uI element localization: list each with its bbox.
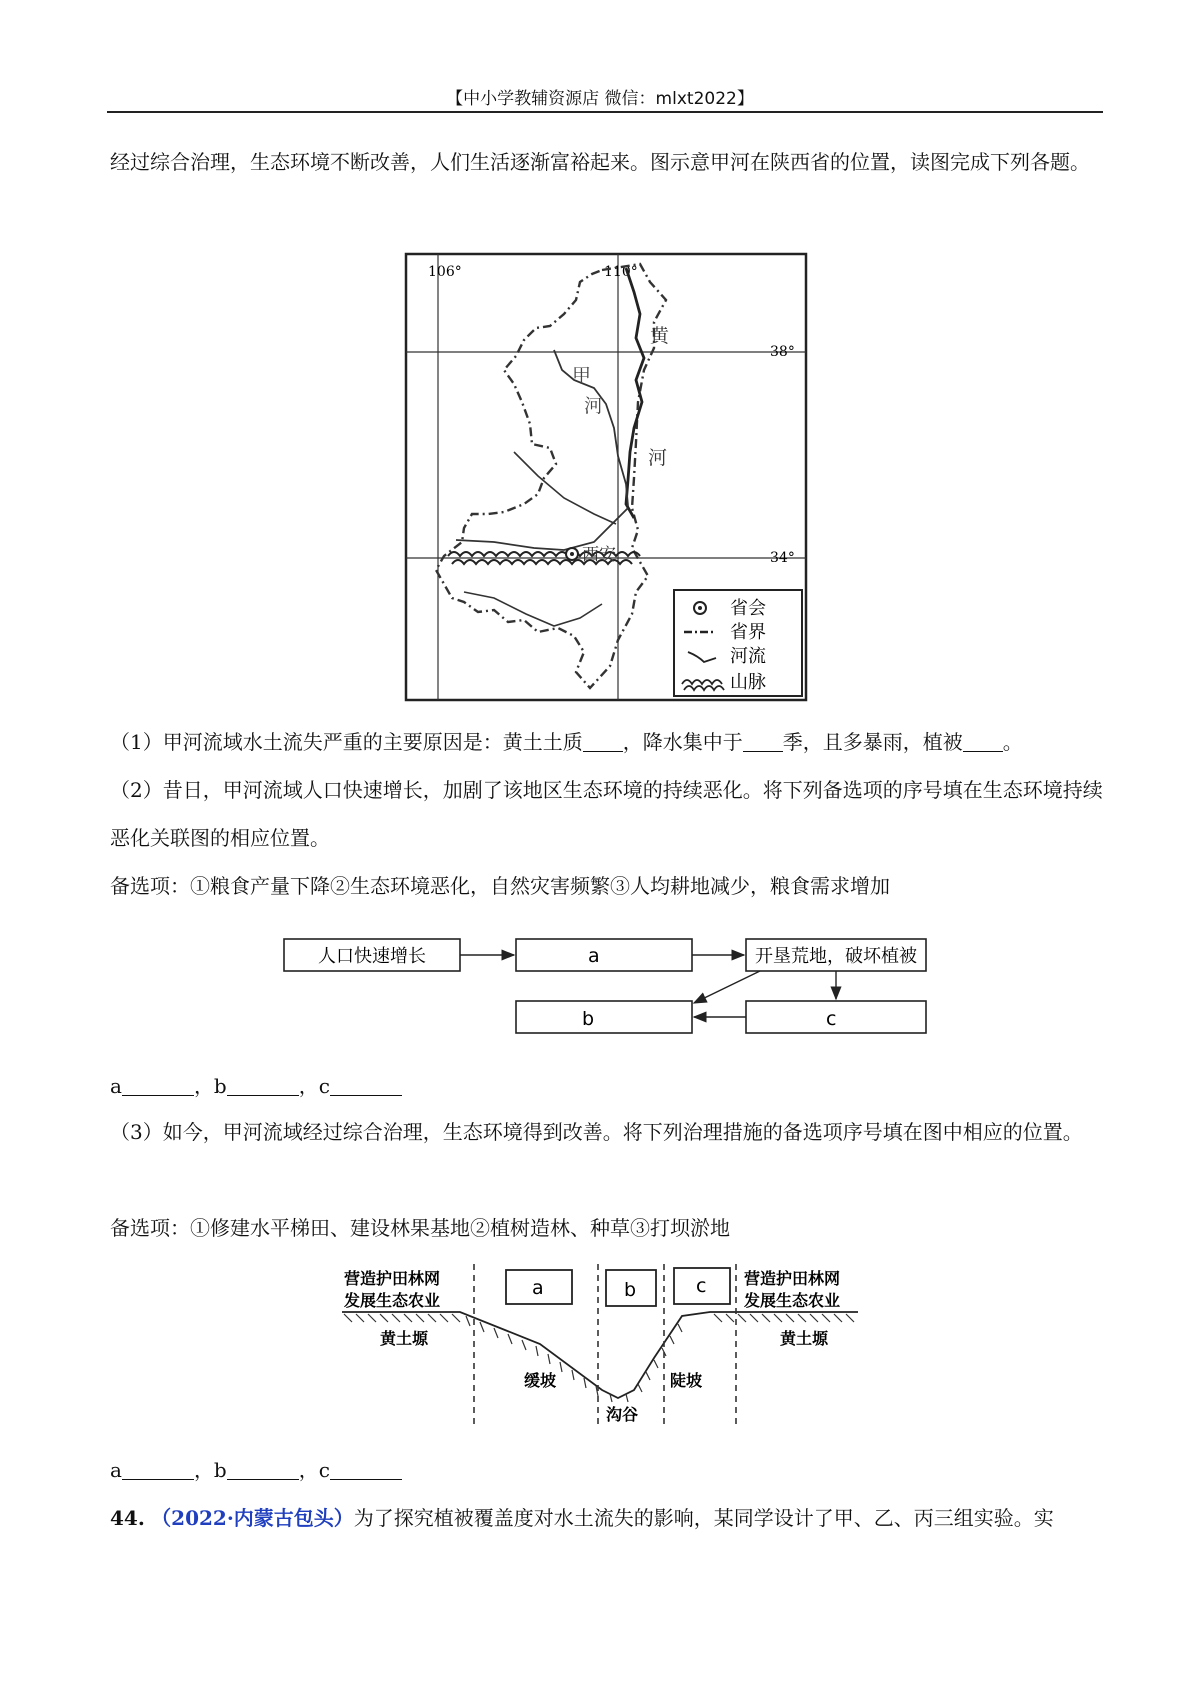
lat-label-38: 38° bbox=[770, 344, 795, 360]
left-measure-line2: 发展生态农业 bbox=[344, 1291, 441, 1310]
yellow-river-label-1: 黄 bbox=[650, 325, 670, 347]
city-label-xian: 西安 bbox=[582, 545, 616, 565]
lon-label-106: 106° bbox=[428, 264, 462, 280]
terrain-profile bbox=[342, 1312, 858, 1398]
jia-river-label-2: 河 bbox=[584, 395, 604, 417]
answer3-blank-a[interactable] bbox=[122, 1459, 194, 1480]
question-2: （2）昔日，甲河流域人口快速增长，加剧了该地区生态环境的持续恶化。将下列备选项的序号填在生态环境持续恶化关联图的相应位置。 bbox=[110, 778, 1103, 850]
answer-blank-a[interactable] bbox=[122, 1075, 194, 1096]
answer-blank-c[interactable] bbox=[330, 1075, 402, 1096]
question-3-answer-line: a ，b ，c bbox=[110, 1446, 1106, 1494]
degradation-flow-diagram bbox=[280, 935, 940, 1045]
question-3: （3）如今，甲河流域经过综合治理，生态环境得到改善。将下列治理措施的备选项序号填在图中相应的位置。 bbox=[110, 1120, 1083, 1144]
lon-label-110: 110° bbox=[604, 264, 638, 280]
intro-paragraph: 经过综合治理，生态环境不断改善，人们生活逐渐富裕起来。图示意甲河在陕西省的位置，读图完成下列各题。 bbox=[110, 150, 1090, 174]
answer3-blank-b[interactable] bbox=[227, 1459, 299, 1480]
right-measure-line1: 营造护田林网 bbox=[744, 1269, 841, 1288]
question-44-text: 为了探究植被覆盖度对水土流失的影响，某同学设计了甲、乙、丙三组实验。实 bbox=[353, 1506, 1054, 1530]
question-44 bbox=[110, 1494, 1106, 1542]
blank-season[interactable] bbox=[743, 731, 783, 752]
blank-vegetation[interactable] bbox=[963, 731, 1003, 752]
question-2-answer-line: a ，b ，c bbox=[110, 1062, 1106, 1110]
legend-border: 省界 bbox=[730, 622, 766, 643]
question-44-source: （2022·内蒙古包头） bbox=[151, 1506, 354, 1530]
blank-soil[interactable] bbox=[583, 731, 623, 752]
question-2-options: 备选项：①粮食产量下降②生态环境恶化，自然灾害频繁③人均耕地减少，粮食需求增加 bbox=[110, 874, 890, 898]
plateau-right-label: 黄土塬 bbox=[780, 1329, 829, 1348]
left-measure-line1: 营造护田林网 bbox=[344, 1269, 441, 1288]
question-1: （1）甲河流域水土流失严重的主要原因是：黄土土质 ，降水集中于 季，且多暴雨，植被 。 bbox=[110, 730, 1023, 754]
gully-cross-section bbox=[340, 1262, 860, 1428]
lat-label-34: 34° bbox=[770, 550, 795, 566]
right-measure-line2: 发展生态农业 bbox=[744, 1291, 841, 1310]
steep-slope-label: 陡坡 bbox=[670, 1371, 703, 1390]
flow-box-b-label: b bbox=[582, 1008, 595, 1030]
flow-box-a-label: a bbox=[588, 945, 600, 967]
yellow-river-label-2: 河 bbox=[648, 447, 668, 469]
flow-start-label: 人口快速增长 bbox=[318, 946, 426, 967]
question-44-number: 44. bbox=[110, 1506, 145, 1530]
diagram-box-a-label: a bbox=[532, 1277, 544, 1299]
legend-river: 河流 bbox=[730, 646, 766, 667]
diagram-box-b-label: b bbox=[624, 1279, 637, 1301]
jia-river-label-1: 甲 bbox=[572, 365, 592, 387]
legend-capital: 省会 bbox=[730, 598, 766, 619]
question-3-options: 备选项：①修建水平梯田、建设林果基地②植树造林、种草③打坝淤地 bbox=[110, 1216, 730, 1240]
gentle-slope-label: 缓坡 bbox=[524, 1371, 557, 1390]
legend-mountain: 山脉 bbox=[730, 672, 766, 693]
plateau-left-label: 黄土塬 bbox=[380, 1329, 429, 1348]
page-header: 【中小学教辅资源店 微信：mlxt2022】 bbox=[446, 89, 754, 109]
flow-clear-label: 开垦荒地，破坏植被 bbox=[755, 946, 917, 967]
shaanxi-map bbox=[404, 252, 808, 702]
header-divider bbox=[107, 111, 1103, 113]
flow-box-c-label: c bbox=[826, 1008, 837, 1030]
answer3-blank-c[interactable] bbox=[330, 1459, 402, 1480]
diagram-box-c-label: c bbox=[696, 1275, 707, 1297]
flow-box-b[interactable] bbox=[516, 1001, 692, 1033]
flow-box-a[interactable] bbox=[516, 939, 692, 971]
answer-blank-b[interactable] bbox=[227, 1075, 299, 1096]
gully-label: 沟谷 bbox=[606, 1405, 639, 1424]
